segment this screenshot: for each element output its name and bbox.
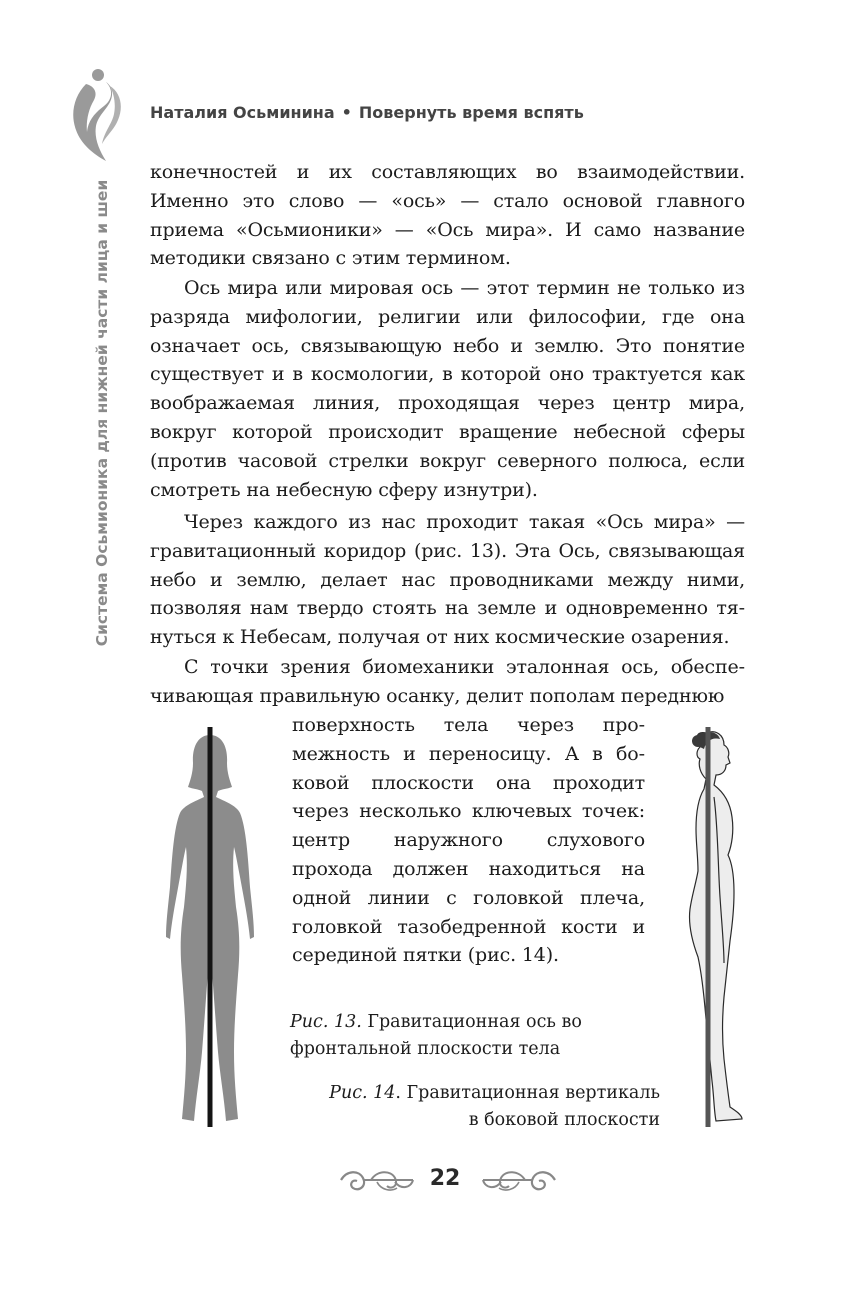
ornament-left-icon <box>337 1160 417 1200</box>
series-title-text: Система Осьмионика для нижней части лица и шеи <box>93 179 111 647</box>
header-author: Наталия Осьминина <box>150 103 335 122</box>
header-separator: • <box>341 103 352 122</box>
figure-14-caption-text: . Гравитационная вертикаль в боковой плоскости <box>395 1083 660 1130</box>
series-title-vertical <box>89 173 115 653</box>
figure-13-frontal-silhouette <box>160 727 260 1127</box>
running-header <box>150 103 584 122</box>
page-number: 22 <box>429 1166 461 1191</box>
gravitational-axis-line <box>208 727 213 1127</box>
gravitational-vertical-line <box>706 727 711 1127</box>
paragraph-3: Через каждого из нас проходит такая «Ось мира» — гравитационный коридор (рис. 13). Эта Ось, связывающая небо и землю, делает нас проводниками между ними, позволяя нам твердо стоять на земле и одновременно тянуться к Небесам, получая от них космические озарения. <box>150 511 745 649</box>
figure-13-caption-text: Гравитационная ось во фронтальной плоскости тела <box>290 1012 582 1059</box>
paragraph-2: Ось мира или мировая ось — этот термин не только из разряда мифологии, религии или философии, где она означает ось, связывающую небо и землю. Это понятие существует и в космологии, в которой оно трактуется как воображаемая линия, проходящая через центр мира, вокруг которой происходит вращение небесной сферы (против часовой стрелки вокруг северного полюса, если смотреть на небесную сферу изнутри). <box>150 277 745 501</box>
figure-13-caption <box>290 1009 630 1063</box>
paragraph-1: конечностей и их составляющих во взаимодействии. Именно это слово — «ось» — стало основой главного приема «Осьмионики» — «Ось мира». И само название методики связано с этим термином. <box>150 161 745 270</box>
ornament-right-icon <box>479 1160 559 1200</box>
figure-14-label: Рис. 14 <box>329 1083 396 1103</box>
figure-14-caption <box>320 1080 660 1134</box>
bun-knot <box>692 735 704 747</box>
publisher-logo-icon <box>66 66 128 166</box>
female-side-silhouette <box>689 732 742 1121</box>
header-book-title: Повернуть время вспять <box>358 103 584 122</box>
figure-14-side-profile <box>660 727 770 1127</box>
paragraph-5: поверхность тела через промежность и переносицу. А в боковой плоскости она проходит через несколько ключевых точек: центр наружного слухового прохода должен находиться на одной линии с головкой плеча, головкой тазобедренной кости и серединой пятки (рис. 14). <box>292 714 645 967</box>
paragraph-4: С точки зрения биомеханики эталонная ось, обеспечивающая правильную осанку, делит пополам переднюю <box>150 656 745 707</box>
figure-13-label: Рис. 13. <box>290 1012 362 1032</box>
